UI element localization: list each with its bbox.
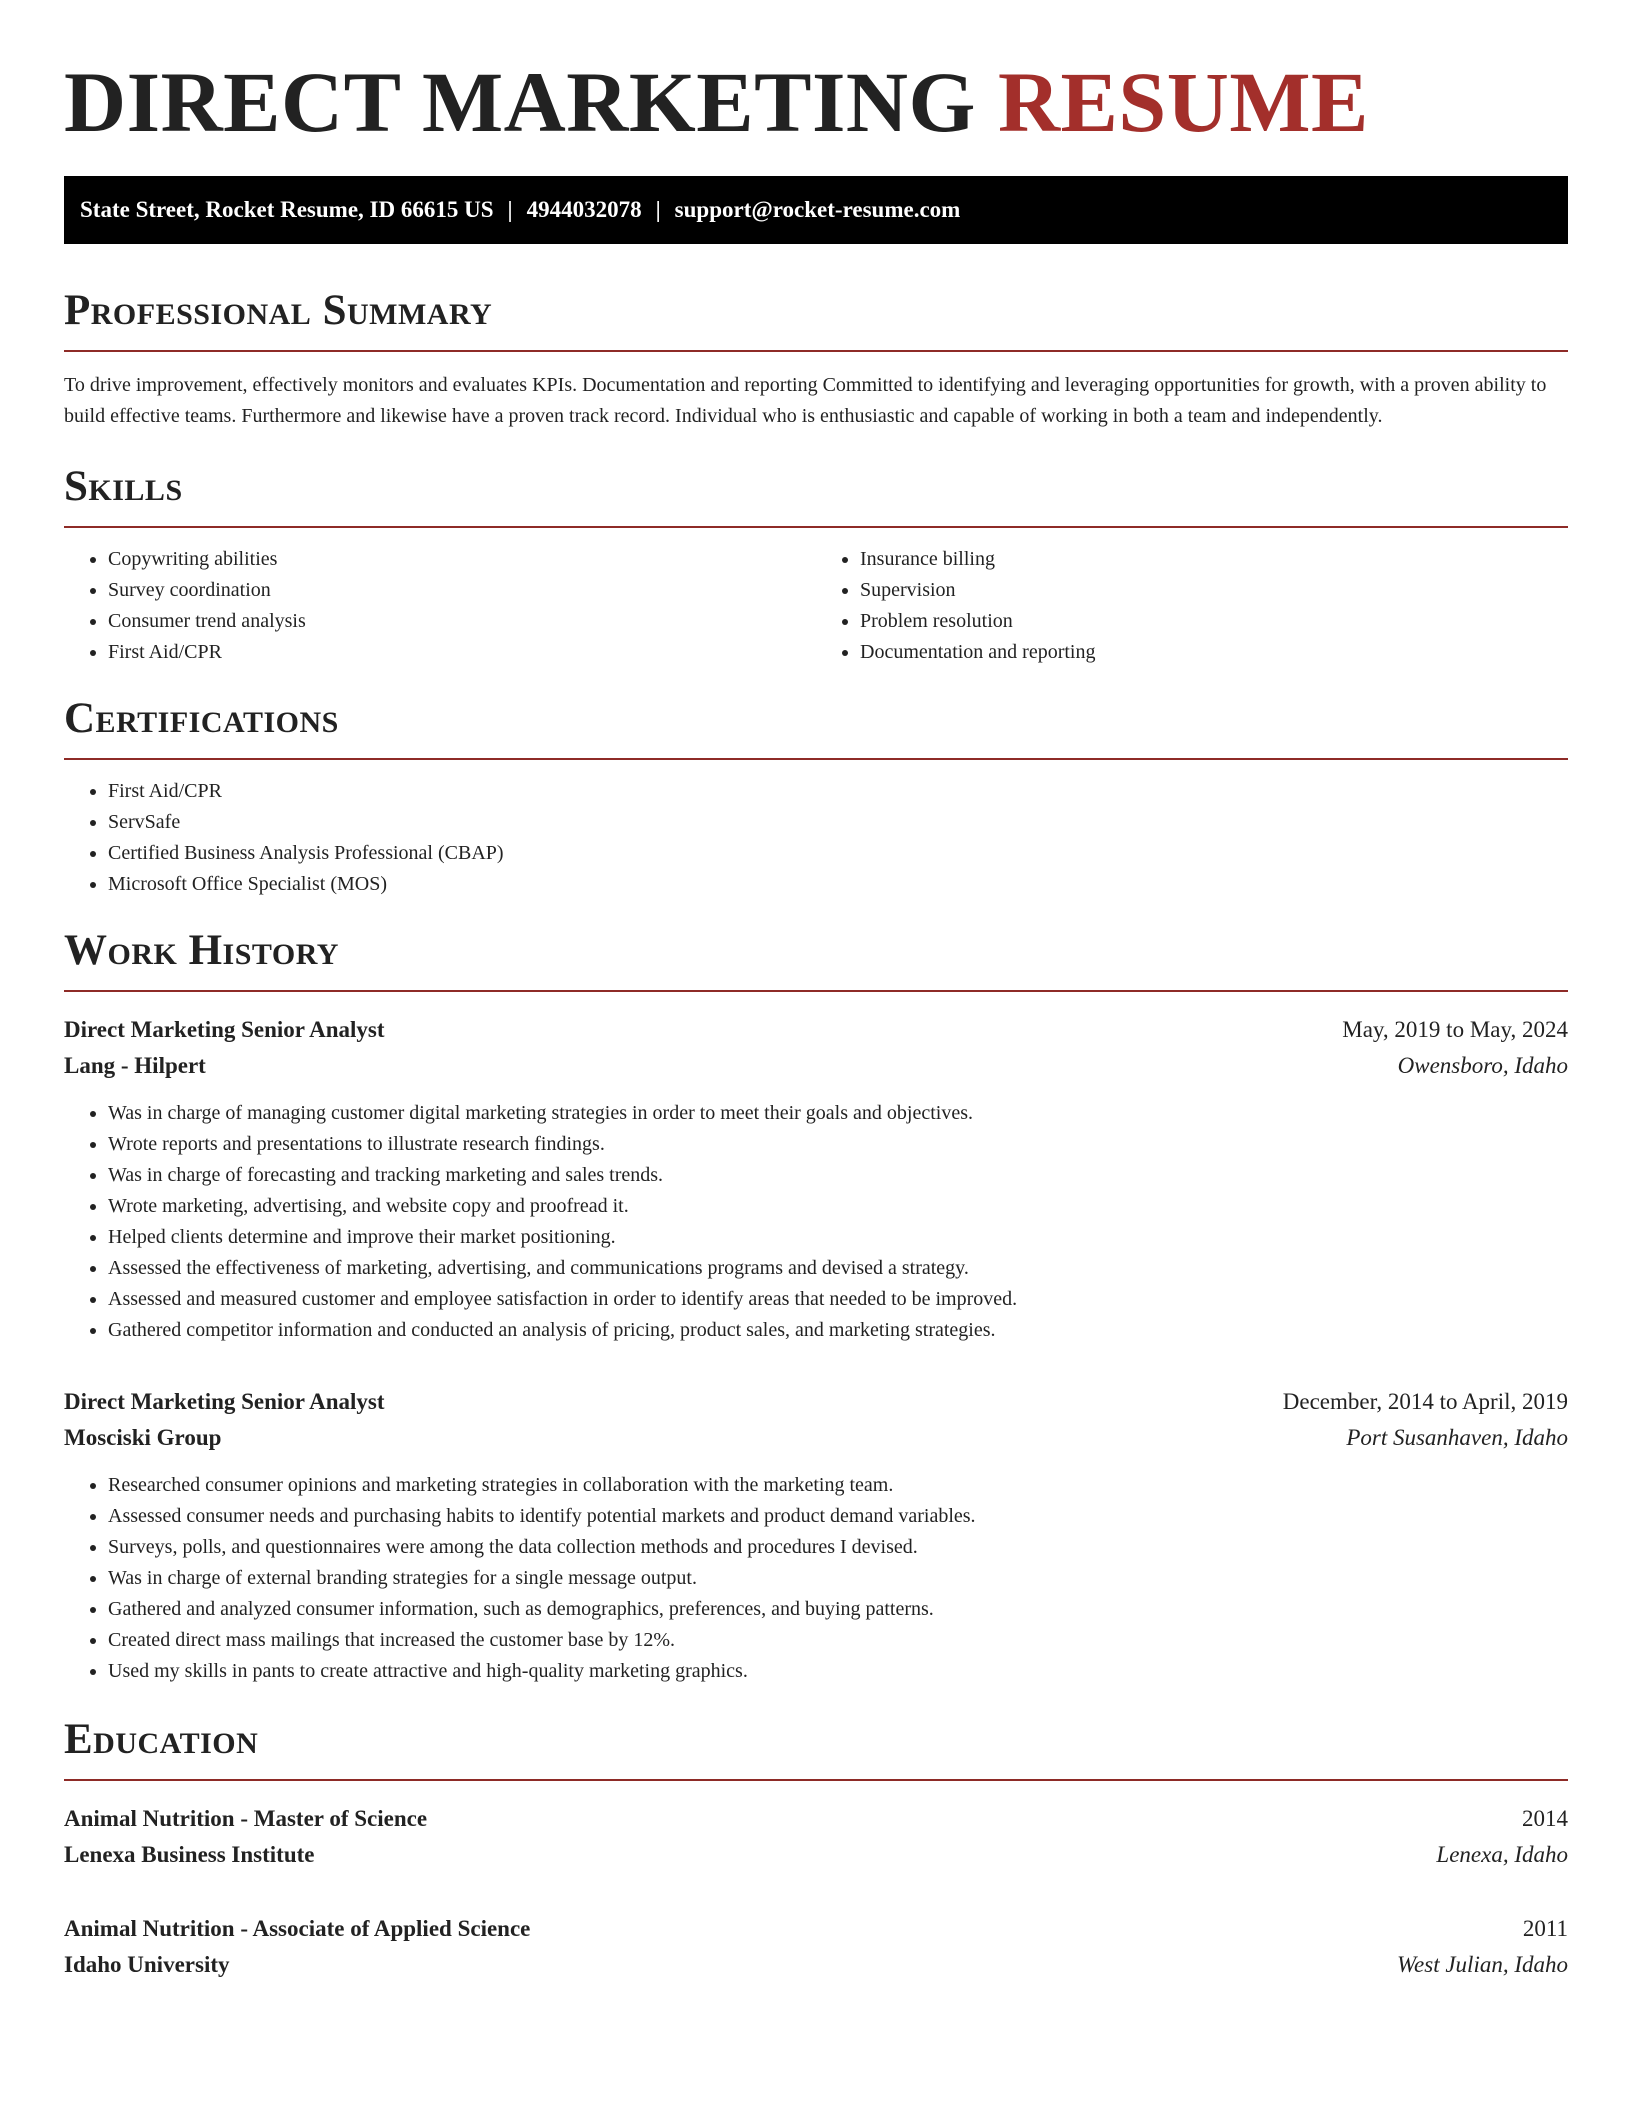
resume-title [64, 0, 1568, 152]
section-divider [64, 1779, 1568, 1781]
contact-phone: 4944032078 [526, 197, 642, 222]
certifications-list [64, 776, 1568, 900]
education-entry [64, 1801, 1568, 1873]
skills-section [64, 460, 1568, 668]
resume-title-main: DIRECT MARKETING [64, 54, 976, 150]
education-heading: Education [64, 1716, 259, 1763]
skills-heading: Skills [64, 463, 183, 510]
job-entry [64, 1012, 1568, 1346]
work-history-heading: Work History [64, 927, 339, 974]
contact-email: support@rocket-resume.com [674, 197, 961, 222]
school-name: Lenexa Business Institute [64, 1842, 315, 1867]
summary-section [64, 284, 1568, 432]
skill-item: • Supervision [860, 575, 1568, 606]
job-duties-list [64, 1470, 1568, 1687]
school-location: Lenexa, Idaho [1436, 1842, 1568, 1867]
section-divider [64, 990, 1568, 992]
job-entry [64, 1384, 1568, 1687]
job-duty-item: • Gathered and analyzed consumer information, such as demographics, preferences, and buying patterns. [108, 1594, 1568, 1625]
contact-separator: | [655, 197, 661, 222]
skill-item: • Documentation and reporting [860, 637, 1568, 668]
certifications-section [64, 692, 1568, 900]
summary-heading: Professional Summary [64, 287, 493, 334]
degree-year: 2011 [1522, 1916, 1568, 1941]
job-duty-item: • Was in charge of managing customer digital marketing strategies in order to meet their goals and objectives. [108, 1098, 1568, 1129]
job-duty-item: • Helped clients determine and improve their market positioning. [108, 1222, 1568, 1253]
job-duty-item: • Assessed the effectiveness of marketing, advertising, and communications programs and devised a strategy. [108, 1253, 1568, 1284]
skill-item: • Consumer trend analysis [108, 606, 816, 637]
degree-year: 2014 [1522, 1806, 1568, 1831]
school-name: Idaho University [64, 1952, 230, 1977]
section-divider [64, 350, 1568, 352]
job-duties-list [64, 1098, 1568, 1346]
degree-title: Animal Nutrition - Master of Science [64, 1806, 428, 1831]
certification-item: • First Aid/CPR [108, 776, 1568, 807]
certifications-heading: Certifications [64, 695, 339, 742]
job-duty-item: • Gathered competitor information and conducted an analysis of pricing, product sales, and marketing strategies. [108, 1315, 1568, 1346]
job-duty-item: • Used my skills in pants to create attractive and high-quality marketing graphics. [108, 1656, 1568, 1687]
job-duty-item: • Assessed and measured customer and employee satisfaction in order to identify areas that needed to be improved. [108, 1284, 1568, 1315]
skills-list-left [64, 544, 816, 668]
skill-item: • Copywriting abilities [108, 544, 816, 575]
job-dates: May, 2019 to May, 2024 [1342, 1017, 1568, 1042]
skill-item: • Insurance billing [860, 544, 1568, 575]
skills-list-right [816, 544, 1568, 668]
job-duty-item: • Created direct mass mailings that increased the customer base by 12%. [108, 1625, 1568, 1656]
job-duty-item: • Surveys, polls, and questionnaires were among the data collection methods and procedures I devised. [108, 1532, 1568, 1563]
skill-item: • First Aid/CPR [108, 637, 816, 668]
job-duty-item: • Wrote reports and presentations to illustrate research findings. [108, 1129, 1568, 1160]
certification-item: • Certified Business Analysis Professional (CBAP) [108, 838, 1568, 869]
job-duty-item: • Was in charge of forecasting and tracking marketing and sales trends. [108, 1160, 1568, 1191]
education-section [64, 1713, 1568, 1983]
job-title: Direct Marketing Senior Analyst [64, 1389, 385, 1414]
job-duty-item: • Assessed consumer needs and purchasing habits to identify potential markets and product demand variables. [108, 1501, 1568, 1532]
work-history-section [64, 924, 1568, 1687]
contact-address: State Street, Rocket Resume, ID 66615 US [80, 197, 494, 222]
education-entry [64, 1911, 1568, 1983]
skill-item: • Problem resolution [860, 606, 1568, 637]
summary-text: To drive improvement, effectively monitors and evaluates KPIs. Documentation and reporting Committed to identifying and leveraging opportunities for growth, with a proven ability to build effective teams. Furthermore and likewise have a proven track record. Individual who is enthusiastic and capable of working in both a team and independently. [64, 374, 1547, 427]
skill-item: • Survey coordination [108, 575, 816, 606]
job-company: Mosciski Group [64, 1425, 222, 1450]
certification-item: • ServSafe [108, 807, 1568, 838]
degree-title: Animal Nutrition - Associate of Applied Science [64, 1916, 531, 1941]
job-duty-item: • Was in charge of external branding strategies for a single message output. [108, 1563, 1568, 1594]
job-company: Lang - Hilpert [64, 1053, 206, 1078]
job-duty-item: • Researched consumer opinions and marketing strategies in collaboration with the marketing team. [108, 1470, 1568, 1501]
skills-grid [64, 528, 1568, 668]
job-location: Owensboro, Idaho [1397, 1053, 1568, 1078]
school-location: West Julian, Idaho [1397, 1952, 1568, 1977]
resume-title-accent: RESUME [997, 54, 1369, 150]
job-duty-item: • Wrote marketing, advertising, and website copy and proofread it. [108, 1191, 1568, 1222]
job-title: Direct Marketing Senior Analyst [64, 1017, 385, 1042]
section-divider [64, 758, 1568, 760]
contact-bar [64, 176, 1568, 244]
contact-separator: | [507, 197, 513, 222]
job-location: Port Susanhaven, Idaho [1346, 1425, 1568, 1450]
job-dates: December, 2014 to April, 2019 [1282, 1389, 1568, 1414]
certification-item: • Microsoft Office Specialist (MOS) [108, 869, 1568, 900]
